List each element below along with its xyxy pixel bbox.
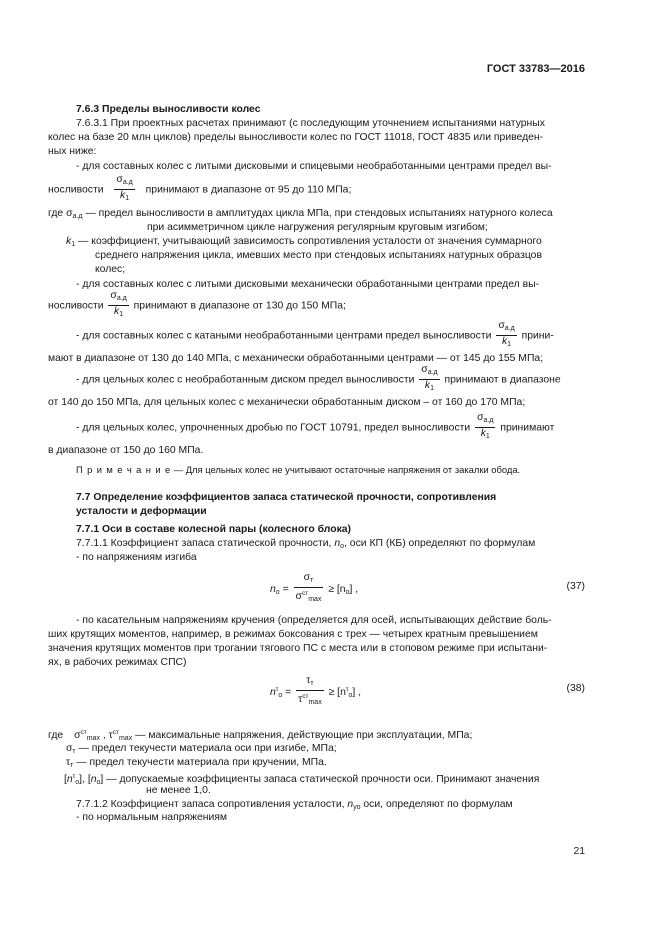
bullet-line: от 140 до 150 МПа, для цельных колес с механически обработанным диском – от 160 до 170 МПа;: [48, 397, 526, 408]
section-heading-7-7-cont: усталости и деформации: [76, 506, 207, 517]
equation-number: (38): [566, 683, 585, 694]
fraction-tau-t-over-tau-max: $\frac{\tau_т}{\tau^{ст}_{max}}$: [298, 675, 322, 706]
paragraph-line: колес на базе 20 млн циклов) пределы выносливости колес по ГОСТ 11018, ГОСТ 4835 или приведен-: [48, 132, 544, 143]
paragraph-line: ях, в рабочих режимах СПС): [48, 657, 187, 668]
section-heading-7-6-3: 7.6.3 Пределы выносливости колес: [76, 104, 261, 115]
paragraph-line: ных ниже:: [48, 146, 97, 157]
definition-allowed-factors: $[n^\tau_о]$, $[n_о]$ — допускаемые коэффициенты запаса статической прочности оси. Принимают значения: [64, 773, 540, 786]
definition-k1-cont: среднего напряжения цикла, имевших место при стендовых испытаниях натурных образцов: [95, 250, 542, 261]
fraction-sigma-over-k1: $\frac{\sigma_{а.д}}{k_1}$: [421, 364, 438, 392]
bullet-line: в диапазоне от 150 до 160 МПа.: [48, 445, 204, 456]
fraction-sigma-over-k1: $\frac{\sigma_{а.д}}{k_1}$: [498, 320, 515, 348]
paragraph-line: 7.7.1.1 Коэффициент запаса статической прочности, $n_о$, оси КП (КБ) определяют по формулам: [76, 538, 536, 550]
definition-allowed-factors-cont: не менее 1,0.: [146, 785, 211, 796]
definition-sigma: где $\sigma_{а.д}$ — предел выносливости в амплитудах цикла МПа, при стендовых испытаниях натурного колеса: [48, 208, 553, 220]
bullet-line: - по нормальным напряжениям: [76, 812, 228, 823]
bullet-line: - по напряжениям изгиба: [76, 552, 197, 563]
paragraph-line: ших крутящих моментов, например, в режимах боксования с трех — четырех кратным превышением: [48, 629, 538, 640]
bullet-text: принимают в диапазоне от 95 до 110 МПа;: [145, 184, 352, 196]
bullet-line: - для составных колес с литыми дисковыми и спицевыми необработанными центрами предел вы-: [76, 161, 552, 172]
bullet-line-with-fraction: носливости $\frac{\sigma_{а.д}}{k_1}$ принимают в диапазоне от 130 до 150 МПа;: [48, 290, 346, 321]
equation-37: $n_о$ = $\frac{\sigma_т}{\sigma^{ст}_{max}}$ ≥ $[n_о]$ ,: [270, 572, 358, 606]
note: [76, 463, 520, 477]
fraction-sigma-over-k1: $\frac{\sigma_{а.д}}{k_1}$: [477, 412, 494, 440]
subsection-heading-7-7-1: 7.7.1 Оси в составе колесной пары (колесного блока): [76, 524, 352, 535]
definition-tau-t: $\tau_т$ — предел текучести материала при кручении, МПа.: [66, 757, 327, 769]
equation-number: (37): [566, 581, 585, 592]
bullet-line: - по касательным напряжениям кручения (определяется для осей, испытывающих действие боль-: [76, 615, 552, 626]
bullet-line-with-fraction: - для составных колес с катаными необработанными центрами предел выносливости $\frac{\sigma_{а.д}}{k_1}$ прини-: [76, 320, 554, 351]
bullet-line: - для составных колес с литыми дисковыми механически обработанными центрами предел вы-: [76, 279, 540, 290]
bullet-line-with-fraction: [48, 174, 351, 205]
equation-38: $n^\tau_о$ = $\frac{\tau_т}{\tau^{ст}_{max}}$ ≥ $[n^\tau_о]$ ,: [270, 675, 361, 709]
note-text: — Для цельных колес не учитывают остаточные напряжения от закалки обода.: [171, 464, 521, 475]
definition-sigma-t: $\sigma_т$ — предел текучести материала оси при изгибе, МПа;: [66, 743, 337, 755]
definition-k1: $k_1$ — коэффициент, учитывающий зависимость сопротивления усталости от значения суммарного: [66, 236, 542, 248]
bullet-line-with-fraction: - для цельных колес с необработанным диском предел выносливости $\frac{\sigma_{а.д}}{k_1}$ принимают в диапазоне: [76, 364, 561, 395]
paragraph-line: 7.6.3.1 При проектных расчетах принимают (с последующим уточнением испытаниями натурных: [76, 118, 545, 129]
definition-sigma-cont: при асимметричном цикле нагружения регулярным круговым изгибом;: [147, 222, 488, 233]
fraction-sigma-over-k1: $\frac{\sigma_{а.д}}{k_1}$: [116, 174, 133, 202]
document-code: ГОСТ 33783—2016: [486, 63, 585, 75]
bullet-text: носливости: [48, 184, 104, 196]
paragraph-line: 7.7.1.2 Коэффициент запаса сопротивления усталости, $n_{уо}$ оси, определяют по формулам: [76, 799, 513, 811]
bullet-line-with-fraction: - для цельных колес, упрочненных дробью по ГОСТ 10791, предел выносливости $\frac{\sigma_{а.д}}{k_1}$ принимают: [76, 412, 554, 443]
fraction-sigma-t-over-sigma-max: $\frac{\sigma_т}{\sigma^{ст}_{max}}$: [295, 572, 322, 603]
fraction-sigma-over-k1: $\frac{\sigma_{а.д}}{k_1}$: [110, 290, 127, 318]
note-label: П р и м е ч а н и е: [76, 464, 172, 475]
section-heading-7-7: 7.7 Определение коэффициентов запаса статической прочности, сопротивления: [76, 492, 497, 503]
page-number: 21: [573, 846, 585, 857]
paragraph-line: значения крутящих моментов при трогании тягового ПС с места или в стоповом режиме при испытани-: [48, 643, 548, 654]
definition-max-stress: где $\sigma^{ст}_{max}$ , $\tau^{ст}_{max}$ — максимальные напряжения, действующие при эксплуатации, МПа;: [48, 729, 473, 742]
bullet-line: мают в диапазоне от 130 до 140 МПа, с механически обработанными центрами — от 145 до 155 МПа;: [48, 353, 544, 364]
definition-k1-cont: колес;: [95, 264, 126, 275]
